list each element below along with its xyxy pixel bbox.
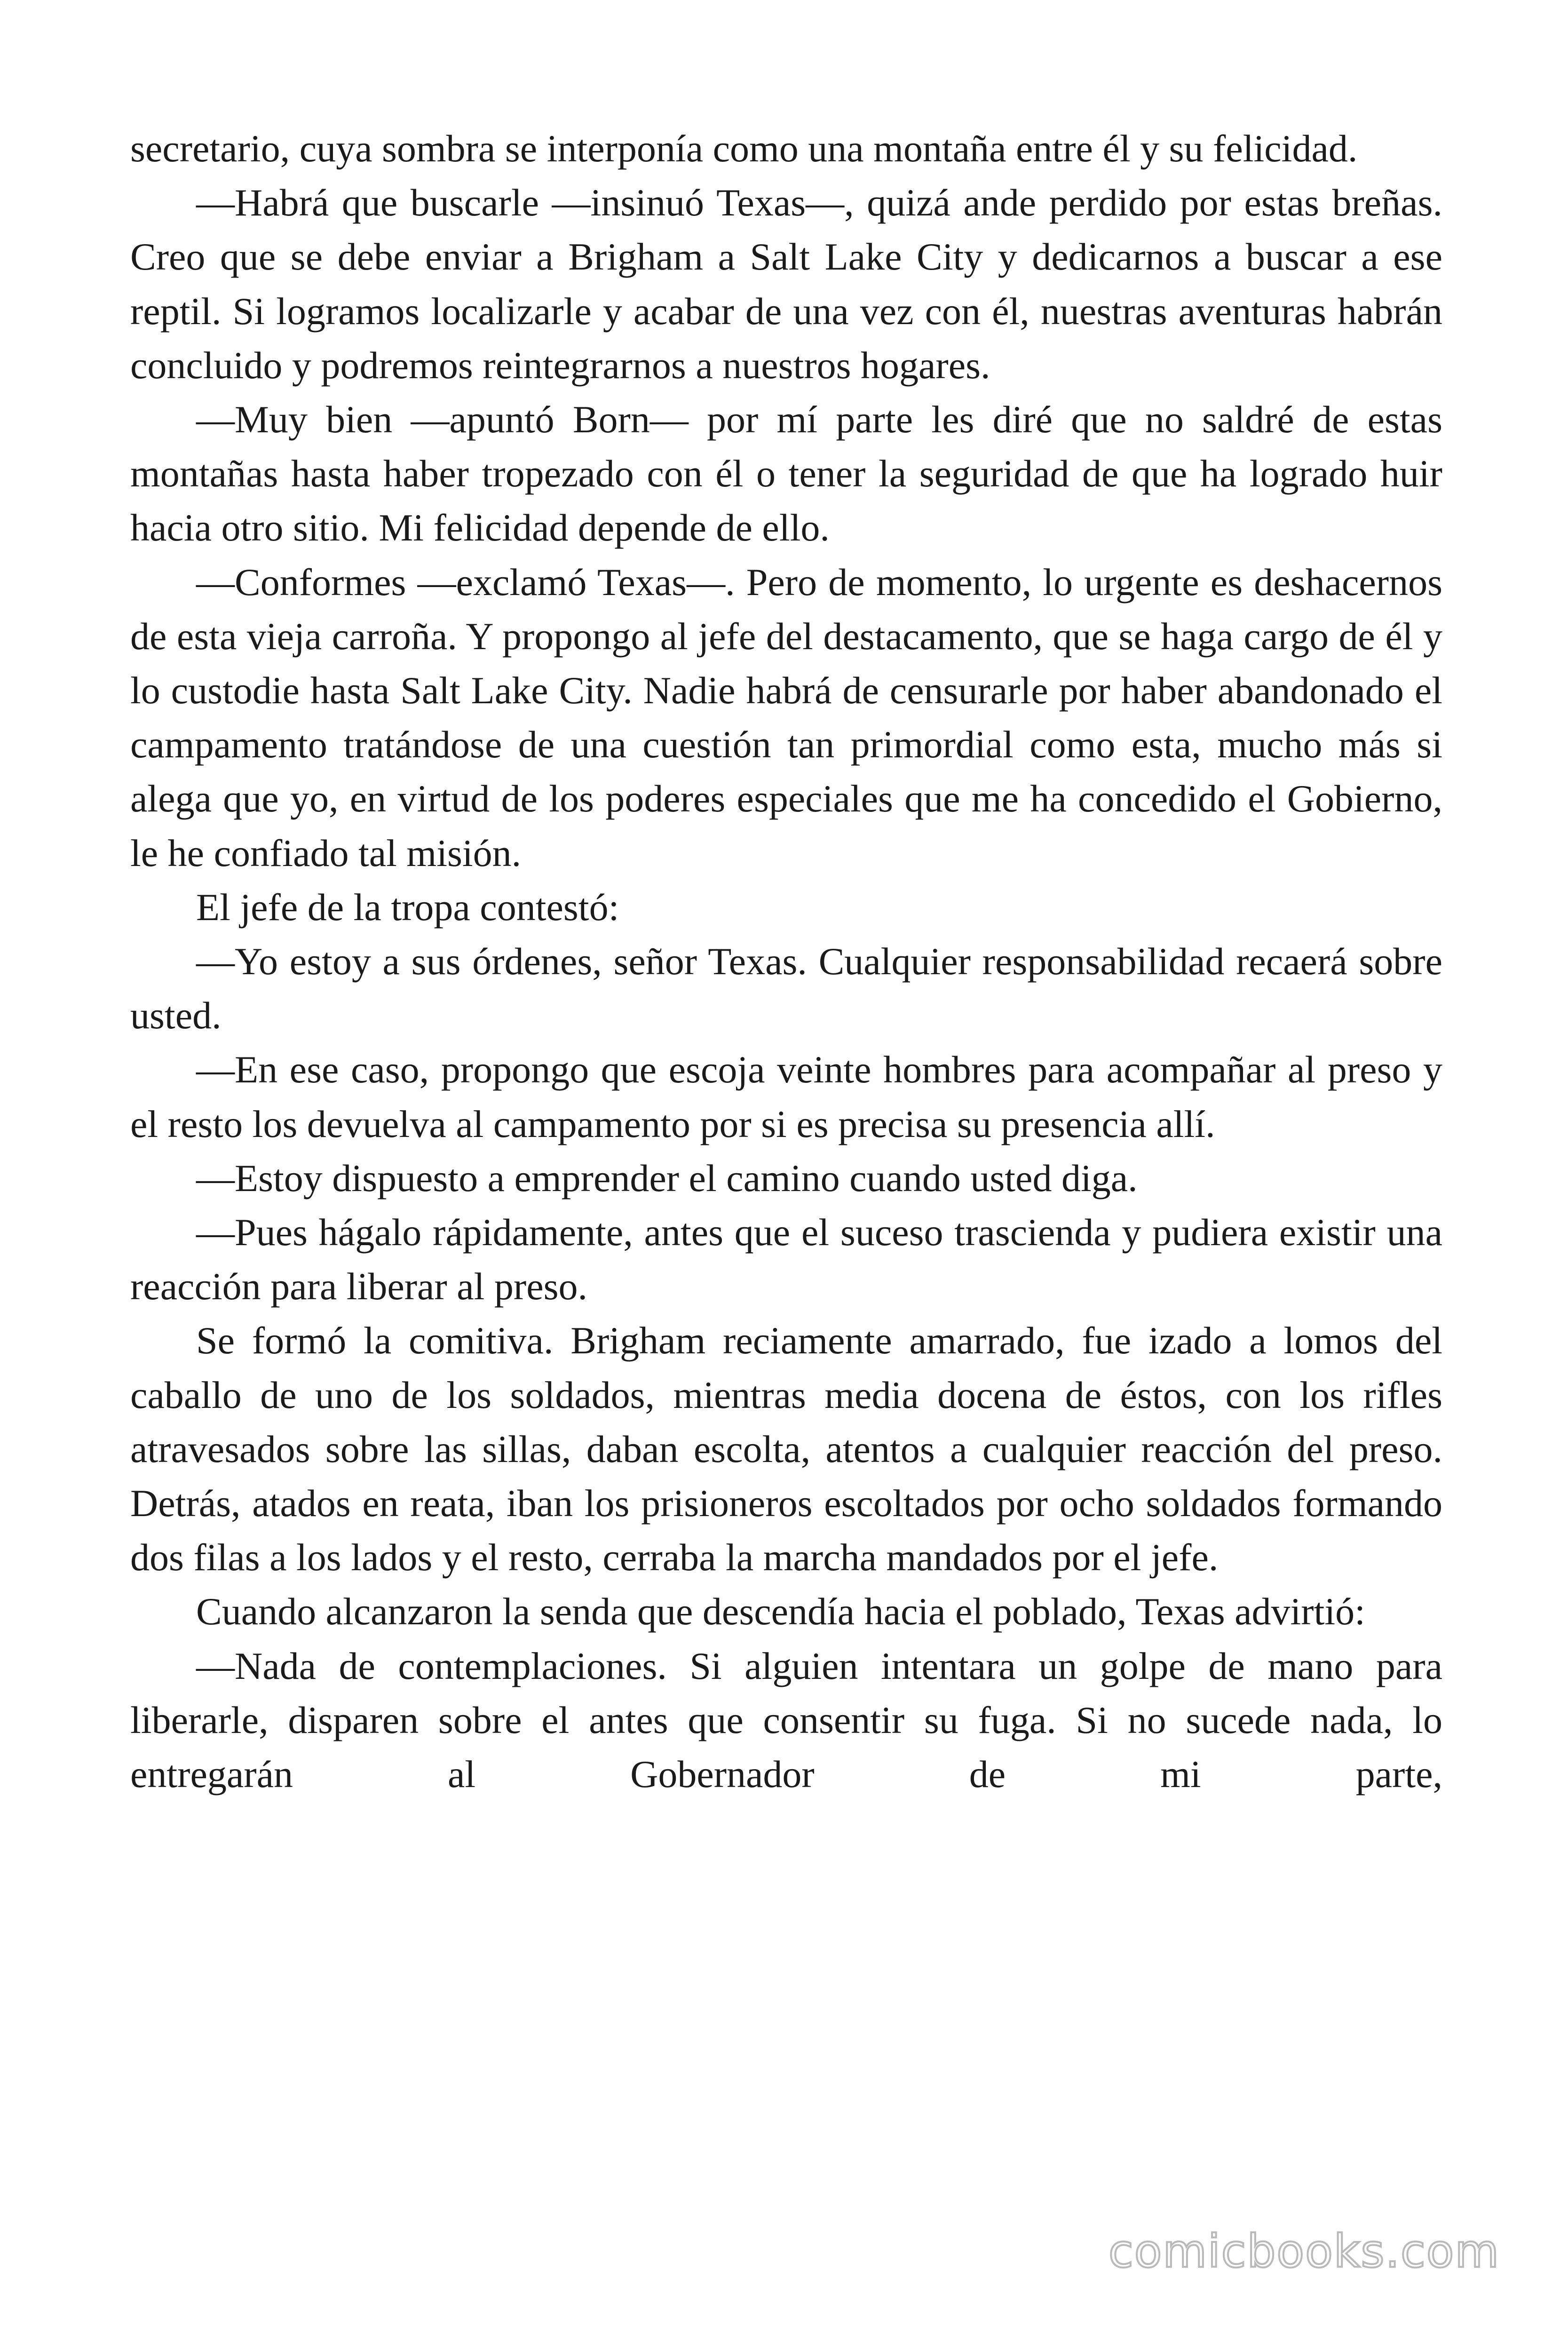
paragraph-11: Cuando alcanzaron la senda que descendía hacia el poblado, Texas advirtió:: [196, 1590, 1365, 1633]
paragraph-6: —Yo estoy a sus órdenes, señor Texas. Cualquier responsabilidad recaerá sobre usted.: [130, 940, 1442, 1037]
paragraph-2: —Habrá que buscarle —insinuó Texas—, quizá ande perdido por estas breñas. Creo que se debe enviar a Brigham a Salt Lake City y dedicarnos a buscar a ese reptil. Si logramos localizarle y acabar de una vez con él, nuestras aventuras habrán concluido y podremos reintegrarnos a nuestros hogares.: [130, 181, 1442, 387]
paragraph-8: —Estoy dispuesto a emprender el camino cuando usted diga.: [196, 1156, 1138, 1200]
paragraph-1: secretario, cuya sombra se interponía como una montaña entre él y su felicidad.: [130, 127, 1358, 170]
watermark-logo: comicbooks.com: [1108, 2225, 1500, 2278]
paragraph-12: —Nada de contemplaciones. Si alguien intentara un golpe de mano para liberarle, disparen sobre el antes que consentir su fuga. Si no sucede nada, lo entregarán al Gobernador de mi parte,: [130, 1644, 1442, 1796]
page-body: [130, 121, 1442, 1801]
paragraph-9: —Pues hágalo rápidamente, antes que el suceso trascienda y pudiera existir una reacción para liberar al preso.: [130, 1211, 1442, 1308]
paragraph-3: —Muy bien —apuntó Born— por mí parte les diré que no saldré de estas montañas hasta haber tropezado con él o tener la seguridad de que ha logrado huir hacia otro sitio. Mi felicidad depende de ello.: [130, 398, 1442, 549]
paragraph-7: —En ese caso, propongo que escoja veinte hombres para acompañar al preso y el resto los devuelva al campamento por si es precisa su presencia allí.: [130, 1048, 1442, 1145]
paragraph-4: —Conformes —exclamó Texas—. Pero de momento, lo urgente es deshacernos de esta vieja carroña. Y propongo al jefe del destacamento, que se haga cargo de él y lo custodie hasta Salt Lake City. Nadie habrá de censurarle por haber abandonado el campamento tratándose de una cuestión tan primordial como esta, mucho más si alega que yo, en virtud de los poderes especiales que me ha concedido el Gobierno, le he confiado tal misión.: [130, 560, 1442, 874]
paragraph-10: Se formó la comitiva. Brigham reciamente amarrado, fue izado a lomos del caballo de uno de los soldados, mientras media docena de éstos, con los rifles atravesados sobre las sillas, daban escolta, atentos a cualquier reacción del preso. Detrás, atados en reata, iban los prisioneros escoltados por ocho soldados formando dos filas a los lados y el resto, cerraba la marcha mandados por el jefe.: [130, 1319, 1442, 1579]
paragraph-5: El jefe de la tropa contestó:: [196, 885, 619, 929]
